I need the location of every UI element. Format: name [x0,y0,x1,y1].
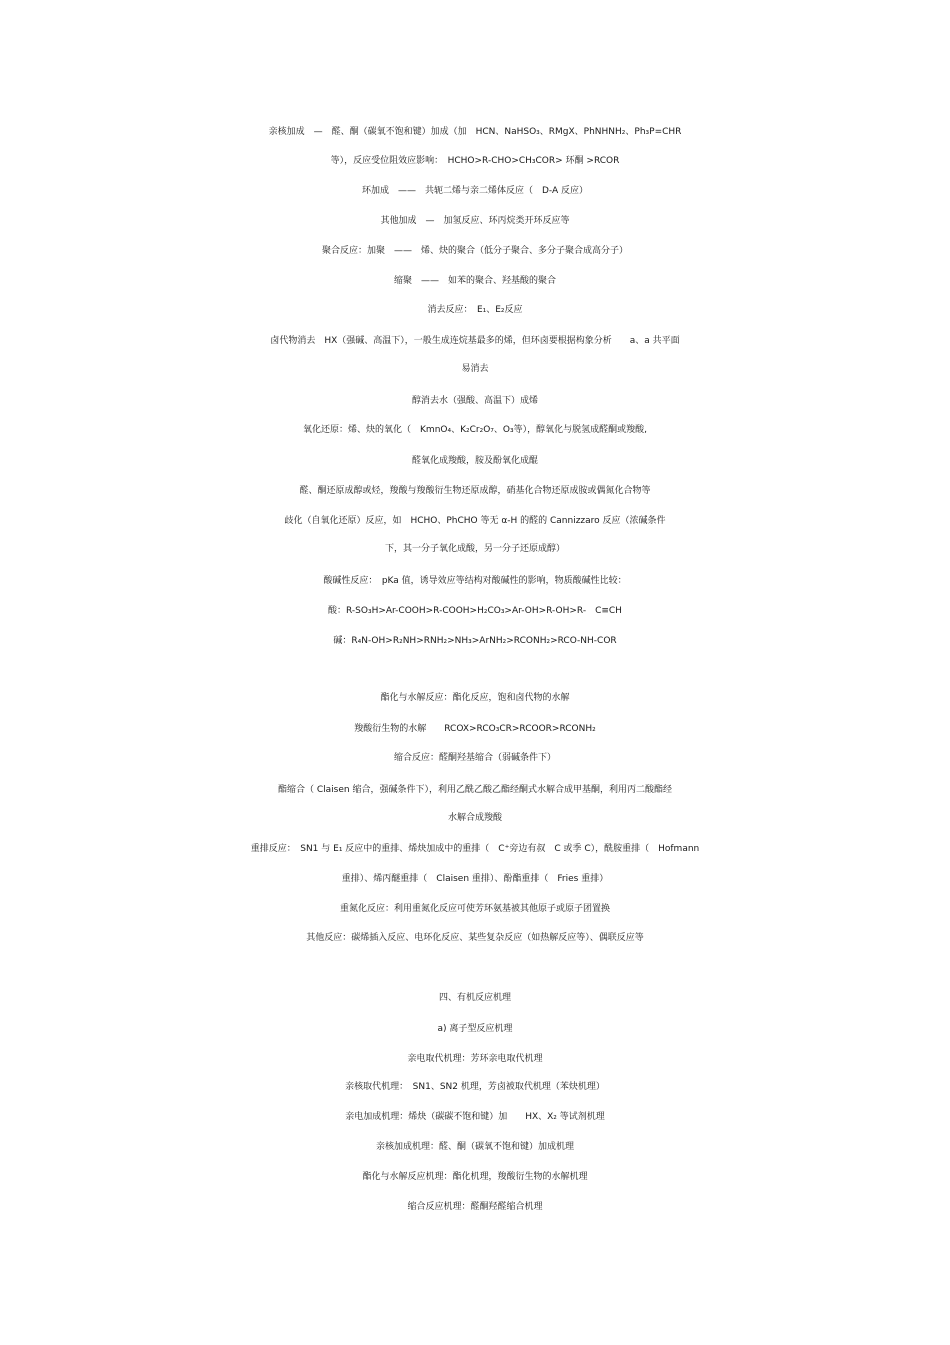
text-line: 羧酸衍生物的水解 RCOX>RCO₃CR>RCOOR>RCONH₂ [354,724,596,734]
text-line: 醛氧化成羧酸，胺及酚氧化成醌 [411,456,538,466]
text-line: 其他加成 — 加氢反应、环丙烷类开环反应等 [380,216,570,226]
text-line: 聚合反应：加聚 —— 烯、炔的聚合（低分子聚合、多分子聚合成高分子） [321,246,628,256]
text-line: 其他反应：碳烯插入反应、电环化反应、某些复杂反应（如热解反应等）、偶联反应等 [306,933,644,943]
text-line: 重排）、烯丙醚重排（ Claisen 重排）、酚酯重排（ Fries 重排） [341,874,609,884]
text-line: 酸碱性反应： pKa 值，诱导效应等结构对酸碱性的影响，物质酸碱性比较： [323,576,627,586]
text-line: 环加成 —— 共轭二烯与亲二烯体反应（ D-A 反应） [362,186,588,196]
text-line: 醛、酮还原成醇或烃，羧酸与羧酸衍生物还原成醇，硝基化合物还原成胺或偶氮化合物等 [299,486,651,496]
text-line: 亲核取代机理： SN1、SN2 机理，芳卤被取代机理（苯炔机理） [345,1082,605,1092]
text-line: 酯化与水解反应：酯化反应，饱和卤代物的水解 [380,693,570,703]
text-line: 重排反应： SN1 与 E₁ 反应中的重排、烯炔加成中的重排（ C⁺旁边有叔 C 或季 C），酰胺重排（ Hofmann [250,844,700,854]
text-line: 缩聚 —— 如苯的聚合、羟基酸的聚合 [393,276,556,286]
subsection-heading: a) 离子型反应机理 [437,1024,513,1034]
text-line: 重氮化反应：利用重氮化反应可使芳环氨基被其他原子或原子团置换 [339,904,610,914]
text-line: 缩合反应：醛酮羟基缩合（弱碱条件下） [393,753,556,763]
text-line: 易消去 [461,364,489,374]
text-line: 歧化（自氧化还原）反应，如 HCHO、PhCHO 等无 α-H 的醛的 Cannizzaro 反应（浓碱条件 [284,516,666,526]
text-line: 酯化与水解反应机理：酯化机理，羧酸衍生物的水解机理 [362,1172,588,1182]
text-line: 等），反应受位阻效应影响： HCHO>R-CHO>CH₃COR> 环酮 >RCOR [330,156,620,166]
text-line: 醇消去水（强酸、高温下）成烯 [411,396,538,406]
text-line: 氧化还原：烯、炔的氧化（ KmnO₄、K₂Cr₂O₇、O₃等），醇氧化与脱氢成醛酮或羧酸, [303,425,647,435]
text-line: 缩合反应机理：醛酮羟醛缩合机理 [407,1202,543,1212]
text-line: 亲电加成机理：烯炔（碳碳不饱和键）加 HX、X₂ 等试剂机理 [345,1112,605,1122]
text-line: 消去反应： E₁、E₂反应 [427,305,523,315]
text-line: 卤代物消去 HX（强碱、高温下），一般生成连烷基最多的烯，但环卤要根据构象分析 a、a 共平面 [270,336,680,346]
section-heading: 四、有机反应机理 [438,993,511,1003]
text-line: 亲核加成 — 醛、酮（碳氧不饱和键）加成（加 HCN、NaHSO₃、RMgX、PhNHNH₂、Ph₃P=CHR [268,127,682,137]
text-line: 酯缩合（ Claisen 缩合，强碱条件下），利用乙酰乙酸乙酯经酮式水解合成甲基酮，利用丙二酸酯经 [278,785,672,795]
text-line: 亲核加成机理：醛、酮（碳氧不饱和键）加成机理 [375,1142,574,1152]
text-line: 亲电取代机理：芳环亲电取代机理 [407,1054,543,1064]
text-line: 碱：R₄N-OH>R₂NH>RNH₂>NH₃>ArNH₂>RCONH₂>RCO-NH-COR [333,636,617,646]
text-line: 下，其一分子氧化成酸，另一分子还原成醇） [384,544,565,554]
text-line: 酸：R-SO₃H>Ar-COOH>R-COOH>H₂CO₃>Ar-OH>R-OH>R- C≡CH [328,606,622,616]
text-line: 水解合成羧酸 [447,813,502,823]
